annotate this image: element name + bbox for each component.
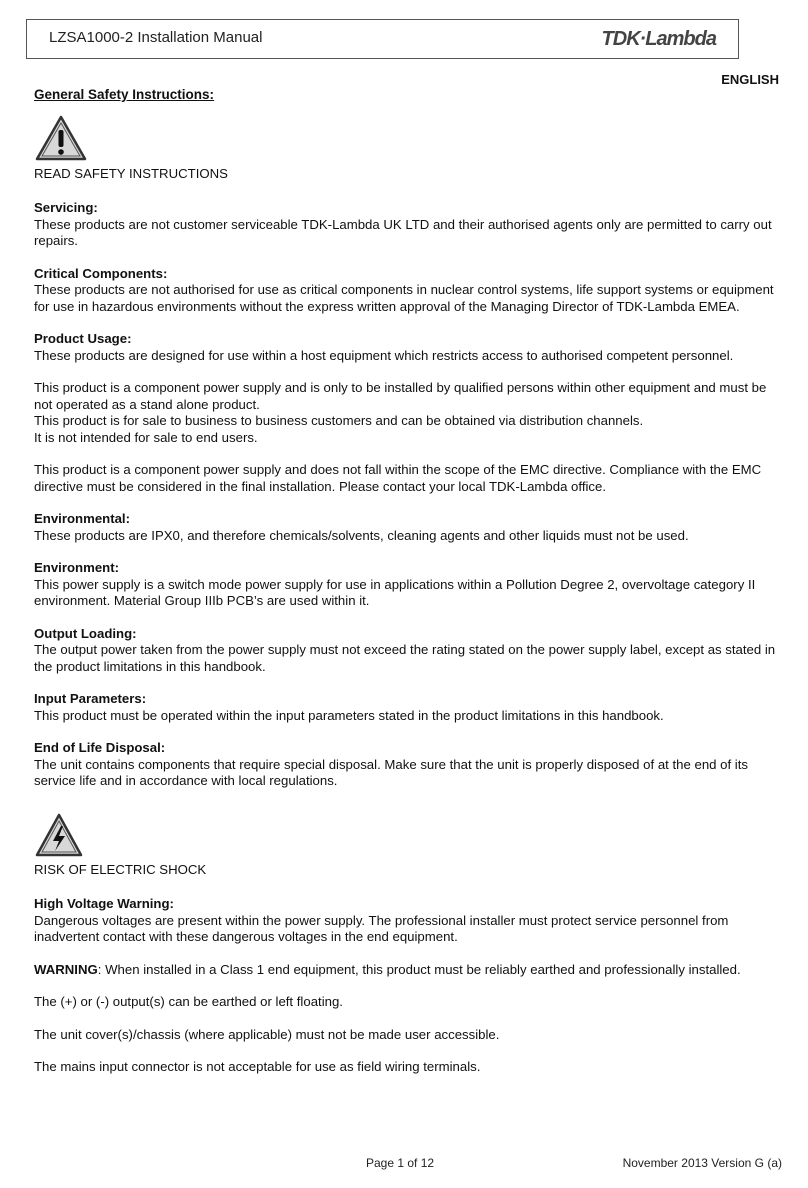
section-text: These products are IPX0, and therefore chemicals/solvents, cleaning agents and other liquids must not be used. xyxy=(34,527,689,543)
section-title: Environmental: xyxy=(34,511,130,526)
product-usage-section xyxy=(34,331,782,364)
read-safety-instructions: READ SAFETY INSTRUCTIONS xyxy=(34,165,228,181)
document-header xyxy=(26,19,739,59)
environmental-section xyxy=(34,511,782,544)
section-text: These products are not customer serviceable TDK-Lambda UK LTD and their authorised agents only are permitted to carry out repairs. xyxy=(34,216,772,248)
critical-components-section xyxy=(34,266,782,316)
section-text: These products are designed for use within a host equipment which restricts access to authorised competent personnel. xyxy=(34,347,734,363)
document-title: LZSA1000-2 Installation Manual xyxy=(49,29,263,46)
electric-shock-icon xyxy=(34,812,84,858)
section-title: Environment: xyxy=(34,560,119,575)
environment-section xyxy=(34,560,782,610)
section-text: The output power taken from the power supply must not exceed the rating stated on the power supply label, except as stated in the product limitations in this handbook. xyxy=(34,642,776,674)
section-title: Servicing: xyxy=(34,200,98,215)
language-label: ENGLISH xyxy=(721,72,779,87)
section-title: Output Loading: xyxy=(34,625,137,641)
component-power-supply-section xyxy=(34,380,782,446)
emc-section xyxy=(34,462,782,495)
cover-text: The unit cover(s)/chassis (where applicable) must not be made user accessible. xyxy=(34,1026,500,1042)
end-users-text: It is not intended for sale to end users. xyxy=(34,429,258,445)
warning-label: WARNING xyxy=(34,961,98,977)
warning-section xyxy=(34,962,782,979)
business-text: This product is for sale to business to business customers and can be obtained via distribution channels. xyxy=(34,413,644,428)
high-voltage-section xyxy=(34,896,782,946)
earthed-text: The (+) or (-) output(s) can be earthed or left floating. xyxy=(34,994,343,1009)
section-title: Critical Components: xyxy=(34,265,168,281)
end-of-life-section xyxy=(34,740,782,790)
warning-exclamation-icon xyxy=(34,114,88,162)
section-text: This power supply is a switch mode power supply for use in applications within a Pollution Degree 2, overvoltage category II environment. Material Group IIIb PCB’s are used within it. xyxy=(34,576,756,608)
section-text: These products are not authorised for use as critical components in nuclear control systems, life support systems or equipment for use in hazardous environments without the express written approval of the Managing Director of TDK-Lambda EMEA. xyxy=(34,282,774,314)
warning-text: : When installed in a Class 1 end equipment, this product must be reliably earthed and professionally installed. xyxy=(97,961,741,977)
output-loading-section xyxy=(34,626,782,676)
risk-of-electric-shock: RISK OF ELECTRIC SHOCK xyxy=(34,861,207,877)
version-date: November 2013 Version G (a) xyxy=(622,1156,782,1170)
section-title: High Voltage Warning: xyxy=(34,896,174,911)
emc-text: This product is a component power supply and does not fall within the scope of the EMC directive. Compliance with the EMC directive must be considered in the final installation. Please contact your local TDK-Lambda office. xyxy=(34,462,762,494)
component-text: This product is a component power supply and is only to be installed by qualified persons within other equipment and must be not operated as a stand alone product. xyxy=(34,380,767,412)
section-text: Dangerous voltages are present within the power supply. The professional installer must protect service personnel from inadvertent contact with these dangerous voltages in the end equipment. xyxy=(34,912,729,944)
servicing-section xyxy=(34,200,782,250)
mains-text: The mains input connector is not acceptable for use as field wiring terminals. xyxy=(34,1059,481,1074)
section-title: End of Life Disposal: xyxy=(34,740,166,755)
section-text: The unit contains components that require special disposal. Make sure that the unit is properly disposed of at the end of its service life and in accordance with local regulations. xyxy=(34,756,748,788)
input-parameters-section xyxy=(34,691,782,724)
main-heading: General Safety Instructions: xyxy=(34,87,215,102)
document-body xyxy=(34,87,782,1092)
section-title: Product Usage: xyxy=(34,331,132,346)
page-number: Page 1 of 12 xyxy=(366,1156,435,1170)
section-text: This product must be operated within the input parameters stated in the product limitations in this handbook. xyxy=(34,707,664,723)
tdk-lambda-logo: TDK·Lambda xyxy=(601,28,716,50)
section-title: Input Parameters: xyxy=(34,691,147,706)
